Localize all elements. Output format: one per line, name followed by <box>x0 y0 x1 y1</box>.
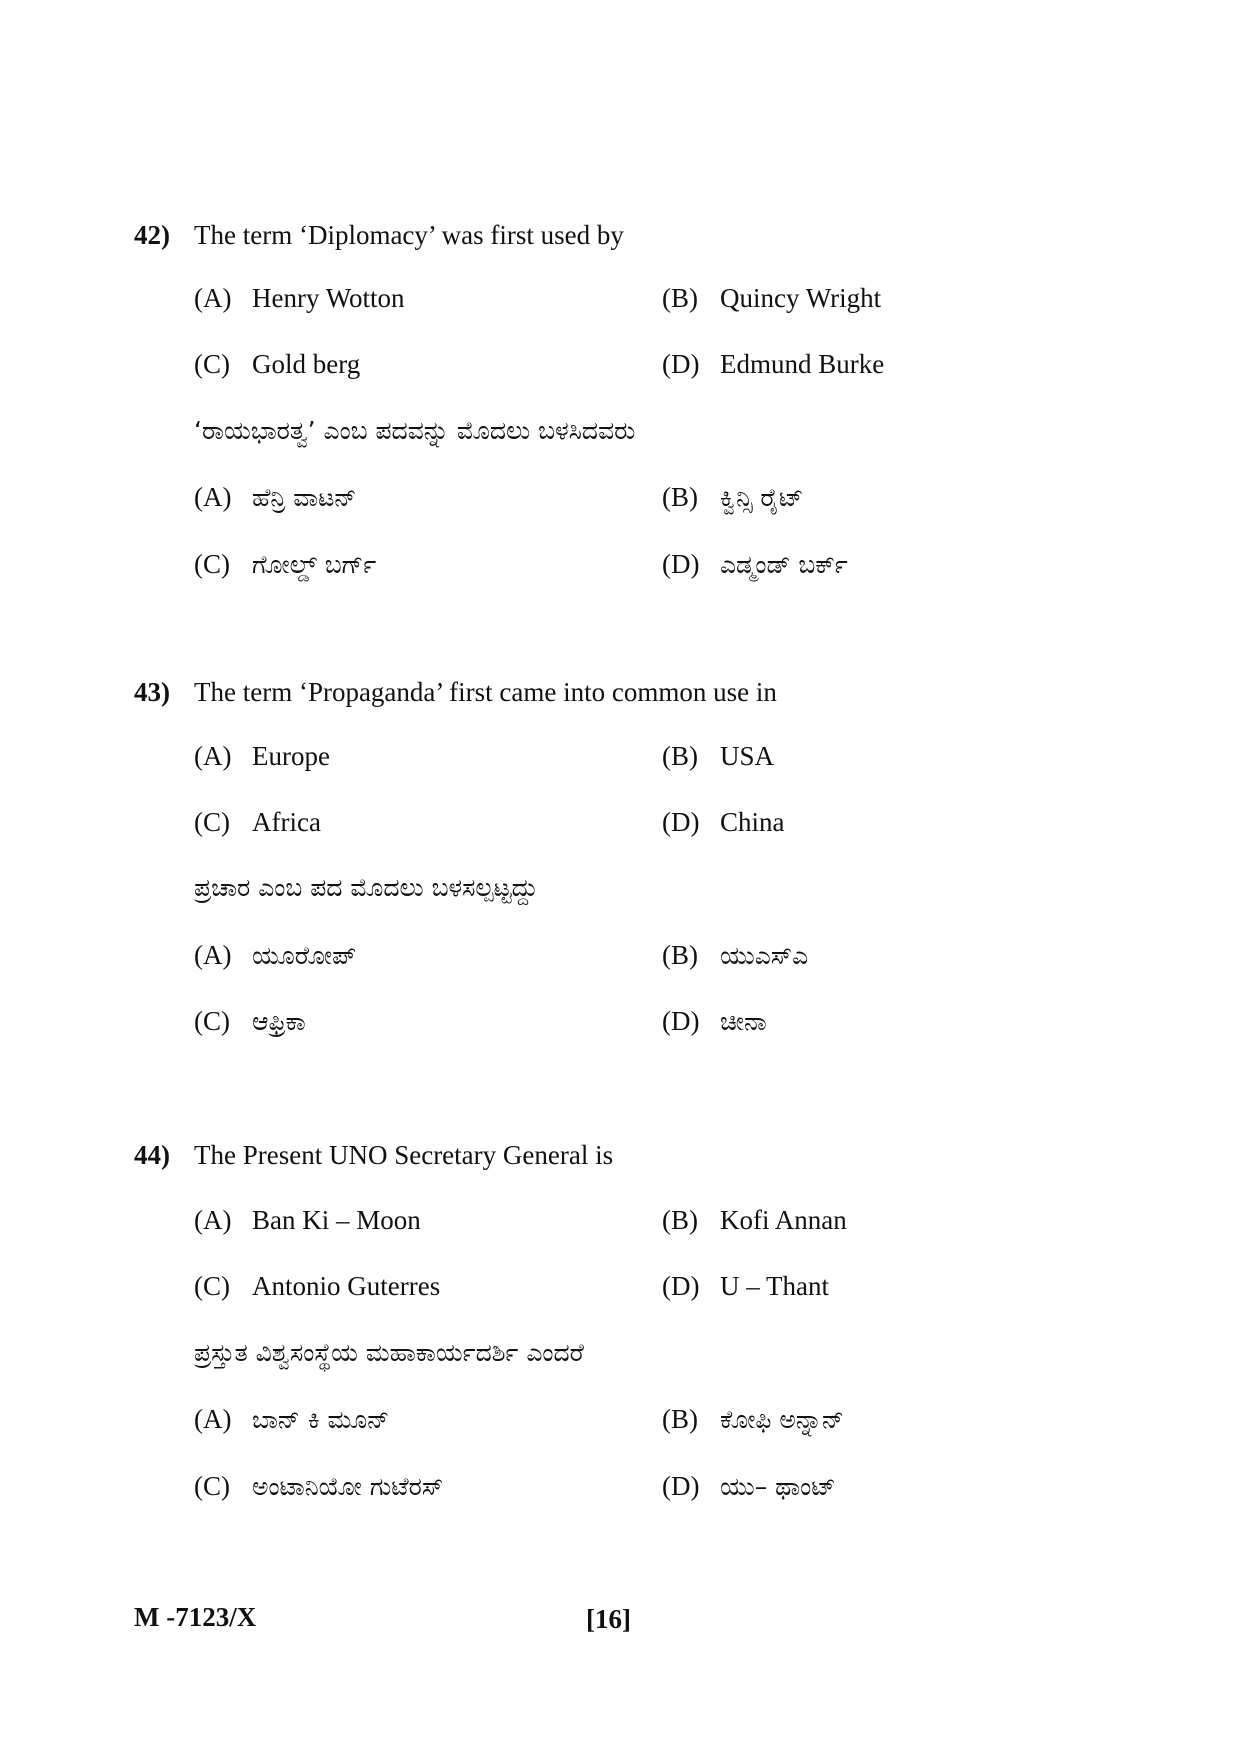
page-number: [16] <box>586 1604 631 1634</box>
option-label: (B) <box>662 741 698 771</box>
option-text: U – Thant <box>720 1271 829 1301</box>
option-label: (B) <box>662 1404 698 1434</box>
option-a-en <box>194 283 405 314</box>
option-c-en <box>194 1271 440 1302</box>
paper-code: M -7123/X <box>134 1602 257 1632</box>
option-label: (C) <box>194 1271 230 1301</box>
question-number: 42) <box>134 220 170 250</box>
option-label: (C) <box>194 349 230 379</box>
option-text: ಬಾನ್ ಕಿ ಮೂನ್ <box>252 1405 390 1434</box>
option-b-kn <box>662 1404 844 1435</box>
option-a-kn <box>194 1404 389 1435</box>
option-label: (C) <box>194 549 230 579</box>
option-text: Antonio Guterres <box>252 1271 441 1301</box>
option-text: ಎಡ್ಮಂಡ್ ಬರ್ಕ್ <box>720 550 848 579</box>
option-label: (D) <box>662 349 700 379</box>
question-number: 43) <box>134 677 170 707</box>
option-b-en <box>662 1205 847 1236</box>
option-text: ಯುಎಸ್ಎ <box>720 941 809 970</box>
option-text: ಹೆನ್ರಿ ವಾಟನ್ <box>252 483 357 512</box>
option-a-en <box>194 1205 421 1236</box>
option-label: (B) <box>662 1205 698 1235</box>
option-b-kn <box>662 482 803 513</box>
option-d-en <box>662 807 785 838</box>
option-c-kn <box>194 1471 443 1502</box>
option-d-en <box>662 1271 829 1302</box>
question-text-kn: ಪ್ರಚಾರ ಎಂಬ ಪದ ಮೊದಲು ಬಳಸಲ್ಪಟ್ಟದ್ದು <box>194 873 538 902</box>
option-text: Africa <box>252 807 321 837</box>
question-text-en: The Present UNO Secretary General is <box>194 1140 614 1170</box>
option-label: (B) <box>662 283 698 313</box>
option-d-kn <box>662 1471 836 1502</box>
option-text: Kofi Annan <box>720 1205 847 1235</box>
option-text: Europe <box>252 741 330 771</box>
option-text: ಕ್ವಿನ್ಸಿ ರೈಟ್ <box>720 483 804 512</box>
option-c-kn <box>194 1006 306 1037</box>
option-label: (A) <box>194 1404 232 1434</box>
option-label: (A) <box>194 283 232 313</box>
option-text: ಯೂರೋಪ್ <box>252 941 357 970</box>
option-a-kn <box>194 940 356 971</box>
option-text: ಅಂಟಾನಿಯೋ ಗುಟೆರಸ್ <box>252 1472 444 1501</box>
option-label: (B) <box>662 482 698 512</box>
option-label: (C) <box>194 807 230 837</box>
question-text-kn: ‘ರಾಯಭಾರತ್ವ’ ಎಂಬ ಪದವನ್ನು ಮೊದಲು ಬಳಸಿದವರು <box>194 416 636 445</box>
option-label: (D) <box>662 1471 700 1501</box>
option-label: (D) <box>662 1006 700 1036</box>
option-b-en <box>662 283 881 314</box>
option-b-en <box>662 741 774 772</box>
question-text-kn: ಪ್ರಸ್ತುತ ವಿಶ್ವಸಂಸ್ಥೆಯ ಮಹಾಕಾರ್ಯದರ್ಶಿ ಎಂದರೆ <box>194 1338 584 1367</box>
option-c-en <box>194 349 360 380</box>
option-d-kn <box>662 549 848 580</box>
option-label: (A) <box>194 1205 232 1235</box>
option-text: ಚೀನಾ <box>720 1007 767 1036</box>
option-c-kn <box>194 549 376 580</box>
option-label: (B) <box>662 940 698 970</box>
question-number: 44) <box>134 1140 170 1170</box>
option-text: China <box>720 807 785 837</box>
option-text: ಗೋಲ್ಡ್ ಬರ್ಗ್ <box>252 550 377 579</box>
option-text: Ban Ki – Moon <box>252 1205 421 1235</box>
option-label: (D) <box>662 549 700 579</box>
option-text: Gold berg <box>252 349 361 379</box>
option-text: Edmund Burke <box>720 349 885 379</box>
option-d-en <box>662 349 884 380</box>
option-b-kn <box>662 940 808 971</box>
option-label: (C) <box>194 1471 230 1501</box>
option-text: ಕೋಫಿ ಅನ್ನಾನ್ <box>720 1405 844 1434</box>
option-label: (C) <box>194 1006 230 1036</box>
option-text: ಯು– ಥಾಂಟ್ <box>720 1472 836 1501</box>
option-text: USA <box>720 741 775 771</box>
question-text-en: The term ‘Propaganda’ first came into common use in <box>194 677 777 707</box>
option-a-kn <box>194 482 356 513</box>
option-a-en <box>194 741 330 772</box>
option-text: ಆಫ್ರಿಕಾ <box>252 1007 306 1036</box>
option-label: (D) <box>662 807 700 837</box>
option-label: (A) <box>194 482 232 512</box>
option-label: (D) <box>662 1271 700 1301</box>
option-c-en <box>194 807 321 838</box>
option-text: Henry Wotton <box>252 283 405 313</box>
option-text: Quincy Wright <box>720 283 882 313</box>
option-label: (A) <box>194 741 232 771</box>
option-label: (A) <box>194 940 232 970</box>
question-text-en: The term ‘Diplomacy’ was first used by <box>194 220 624 250</box>
option-d-kn <box>662 1006 767 1037</box>
